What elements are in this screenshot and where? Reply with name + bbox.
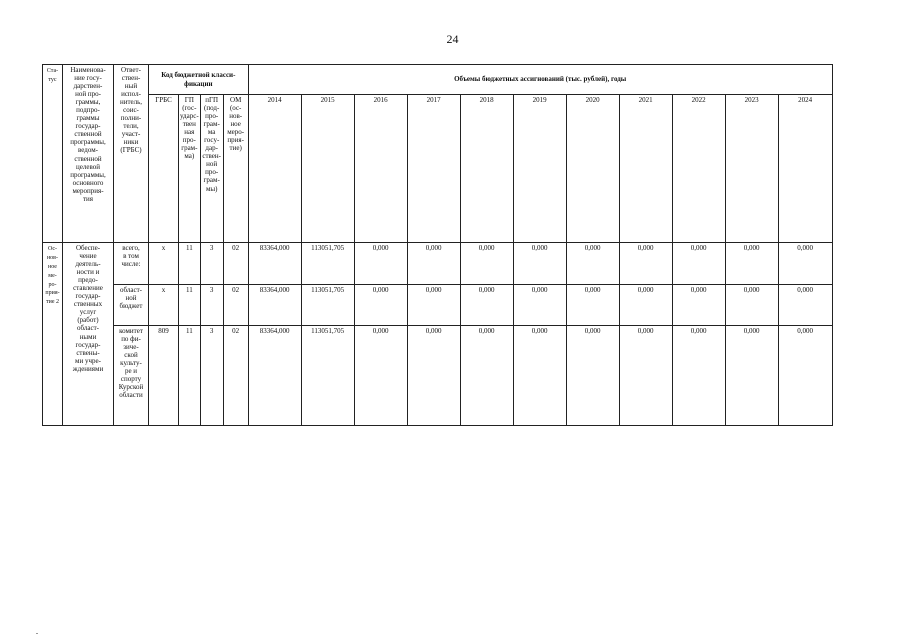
header-row-2 [43,95,833,243]
cell-value: 0,000 [778,326,832,426]
header-year: 2021 [619,95,672,243]
cell-value: 0,000 [619,243,672,285]
cell-value: 0,000 [407,243,460,285]
cell-value: 0,000 [672,285,725,326]
cell-value: 0,000 [778,285,832,326]
cell-value: 83364,000 [248,326,301,426]
header-budget-code: Код бюджетной класси- фикации [149,65,249,95]
cell-value: 0,000 [354,243,407,285]
cell-value: 83364,000 [248,285,301,326]
cell-value: 113051,705 [301,285,354,326]
cell-gp: 11 [179,285,201,326]
header-year: 2019 [513,95,566,243]
scan-speck [36,633,38,634]
cell-value: 0,000 [725,243,778,285]
table-row [43,285,833,326]
header-year: 2015 [301,95,354,243]
header-year: 2020 [566,95,619,243]
row-responsible: всего, в том числе: [114,243,149,285]
cell-pgp: 3 [200,285,223,326]
cell-value: 0,000 [619,285,672,326]
header-pgp: пГП (под- про- грам- ма госу- дар- ствен- ной про- грам- мы) [200,95,223,243]
cell-om: 02 [223,285,248,326]
cell-grbs: 809 [149,326,179,426]
table-row [43,243,833,285]
cell-value: 0,000 [672,243,725,285]
header-year: 2023 [725,95,778,243]
row-responsible: комитет по фи- зиче- ской культу- ре и спорту Курской области [114,326,149,426]
cell-grbs: х [149,285,179,326]
cell-value: 0,000 [513,326,566,426]
row-status: Ос- нов- ное ме- ро- прия- тие 2 [43,243,63,426]
cell-grbs: х [149,243,179,285]
header-status: Ста- тус [43,65,63,243]
cell-gp: 11 [179,326,201,426]
cell-value: 0,000 [725,285,778,326]
cell-om: 02 [223,326,248,426]
header-gp: ГП (гос- ударс- твен ная про- грам- ма) [179,95,201,243]
cell-value: 0,000 [566,285,619,326]
cell-value: 0,000 [354,285,407,326]
cell-value: 0,000 [513,243,566,285]
header-year: 2018 [460,95,513,243]
cell-value: 0,000 [407,326,460,426]
cell-value: 0,000 [460,326,513,426]
row-responsible: област- ной бюджет [114,285,149,326]
header-year: 2024 [778,95,832,243]
cell-pgp: 3 [200,243,223,285]
header-year: 2016 [354,95,407,243]
cell-value: 0,000 [619,326,672,426]
cell-value: 0,000 [778,243,832,285]
cell-value: 83364,000 [248,243,301,285]
cell-pgp: 3 [200,326,223,426]
cell-value: 0,000 [460,243,513,285]
header-row-1 [43,65,833,95]
cell-value: 0,000 [725,326,778,426]
page-number: 24 [446,32,459,46]
cell-value: 0,000 [672,326,725,426]
cell-value: 0,000 [566,326,619,426]
row-name: Обеспе- чение деятель- ности и предо- ставление государ- ственных услуг (работ) област- ными государ- ствены- ми учре- ждениями [63,243,114,426]
cell-om: 02 [223,243,248,285]
header-year: 2022 [672,95,725,243]
cell-value: 0,000 [566,243,619,285]
header-year: 2014 [248,95,301,243]
header-name: Наименова- ние госу- дарствен- ной про- граммы, подпро- граммы государ- ственной программы, ведом- ственной целевой программы, основного мероприя- тия [63,65,114,243]
header-year: 2017 [407,95,460,243]
header-volumes: Объемы бюджетных ассигнований (тыс. рублей), годы [248,65,832,95]
cell-value: 0,000 [354,326,407,426]
header-grbs: ГРБС [149,95,179,243]
table-row [43,326,833,426]
cell-value: 113051,705 [301,243,354,285]
cell-value: 0,000 [513,285,566,326]
header-om: ОМ (ос- нов- ное меро- прия- тие) [223,95,248,243]
cell-gp: 11 [179,243,201,285]
cell-value: 0,000 [460,285,513,326]
cell-value: 113051,705 [301,326,354,426]
header-responsible: Ответ- ствен- ный испол- нитель, соис- полни- тели, участ- ники (ГРБС) [114,65,149,243]
cell-value: 0,000 [407,285,460,326]
budget-table [42,64,833,426]
